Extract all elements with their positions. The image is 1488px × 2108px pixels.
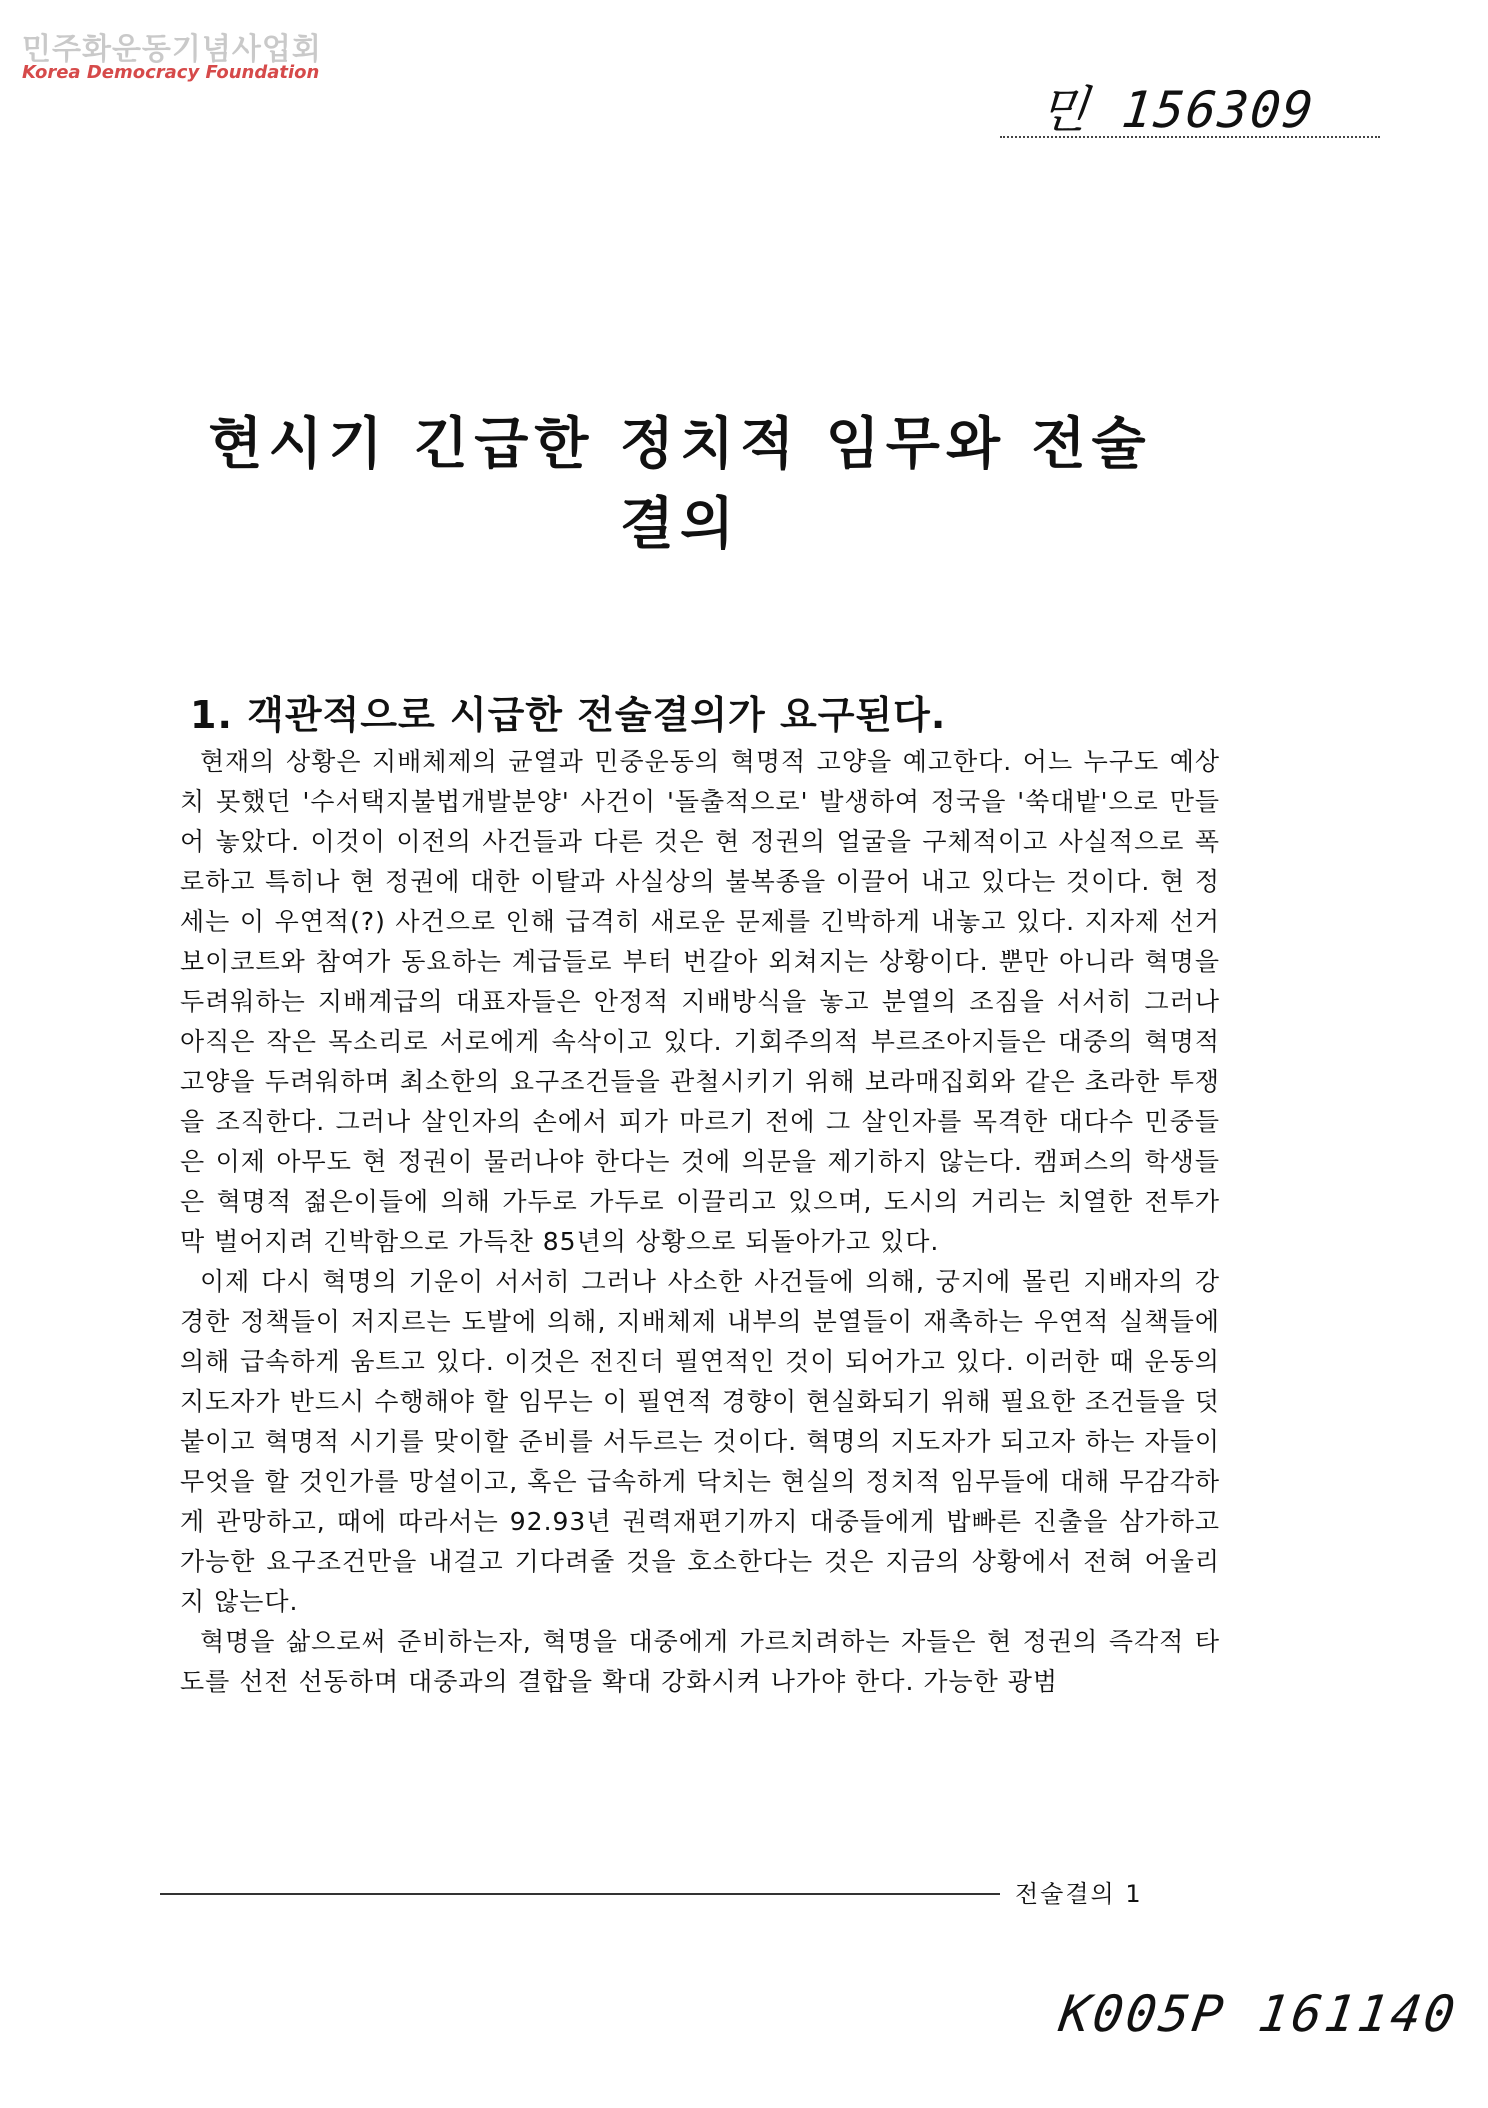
archive-number-stamp <box>1000 70 1380 138</box>
handwritten-code: K005P 161140 <box>1055 1985 1462 2043</box>
paragraph: 현재의 상황은 지배체제의 균열과 민중운동의 혁명적 고양을 예고한다. 어느 누구도 예상치 못했던 '수서택지불법개발분양' 사건이 '돌출적으로' 발생하여 정국을 '쑥대밭'으로 만들어 놓았다. 이것이 이전의 사건들과 다른 것은 현 정권의 얼굴을 구체적이고 사실적으로 폭로하고 특히나 현 정권에 대한 이탈과 사실상의 불복종을 이끌어 내고 있다는 것이다. 현 정세는 이 우연적(?) 사건으로 인해 급격히 새로운 문제를 긴박하게 내놓고 있다. 지자제 선거 보이코트와 참여가 동요하는 계급들로 부터 번갈아 외쳐지는 상황이다. 뿐만 아니라 혁명을 두려워하는 지배계급의 대표자들은 안정적 지배방식을 놓고 분열의 조짐을 서서히 그러나 아직은 작은 목소리로 서로에게 속삭이고 있다. 기회주의적 부르조아지들은 대중의 혁명적 고양을 두려워하며 최소한의 요구조건들을 관철시키기 위해 보라매집회와 같은 초라한 투쟁을 조직한다. 그러나 살인자의 손에서 피가 마르기 전에 그 살인자를 목격한 대다수 민중들은 이제 아무도 현 정권이 물러나야 한다는 것에 의문을 제기하지 않는다. 캠퍼스의 학생들은 혁명적 젊은이들에 의해 가두로 가두로 이끌리고 있으며, 도시의 거리는 치열한 전투가 막 벌어지려 긴박함으로 가득찬 85년의 상황으로 되돌아가고 있다. <box>180 747 1220 1256</box>
watermark-english: Korea Democracy Foundation <box>22 62 320 83</box>
section-heading: 1. 객관적으로 시급한 전술결의가 요구된다. <box>190 693 947 737</box>
document-title: 현시기 긴급한 정치적 임무와 전술결의 <box>208 412 1152 557</box>
paragraph: 이제 다시 혁명의 기운이 서서히 그러나 사소한 사건들에 의해, 궁지에 몰린 지배자의 강경한 정책들이 저지르는 도발에 의해, 지배체제 내부의 분열들이 재촉하는 우연적 실책들에 의해 급속하게 움트고 있다. 이것은 전진더 필연적인 것이 되어가고 있다. 이러한 때 운동의 지도자가 반드시 수행해야 할 임무는 이 필연적 경향이 현실화되기 위해 필요한 조건들을 덧붙이고 혁명적 시기를 맞이할 준비를 서두르는 것이다. 혁명의 지도자가 되고자 하는 자들이 무엇을 할 것인가를 망설이고, 혹은 급속하게 닥치는 현실의 정치적 임무들에 대해 무감각하게 관망하고, 때에 따라서는 92.93년 권력재편기까지 대중들에게 밥빠른 진출을 삼가하고 가능한 요구조건만을 내걸고 기다려줄 것을 호소한다는 것은 지금의 상황에서 전혀 어울리지 않는다. <box>180 1267 1220 1616</box>
document-body <box>180 742 1220 1702</box>
footer-rule <box>160 1893 1000 1895</box>
archive-number: 민 156309 <box>1036 81 1318 139</box>
paragraph: 혁명을 삶으로써 준비하는자, 혁명을 대중에게 가르치려하는 자들은 현 정권의 즉각적 타도를 선전 선동하며 대중과의 결합을 확대 강화시켜 나가야 한다. 가능한 광범 <box>180 1627 1220 1696</box>
watermark-korean: 민주화운동기념사업회 <box>22 32 322 67</box>
footer-page-label: 전술결의 1 <box>1015 1880 1143 1908</box>
